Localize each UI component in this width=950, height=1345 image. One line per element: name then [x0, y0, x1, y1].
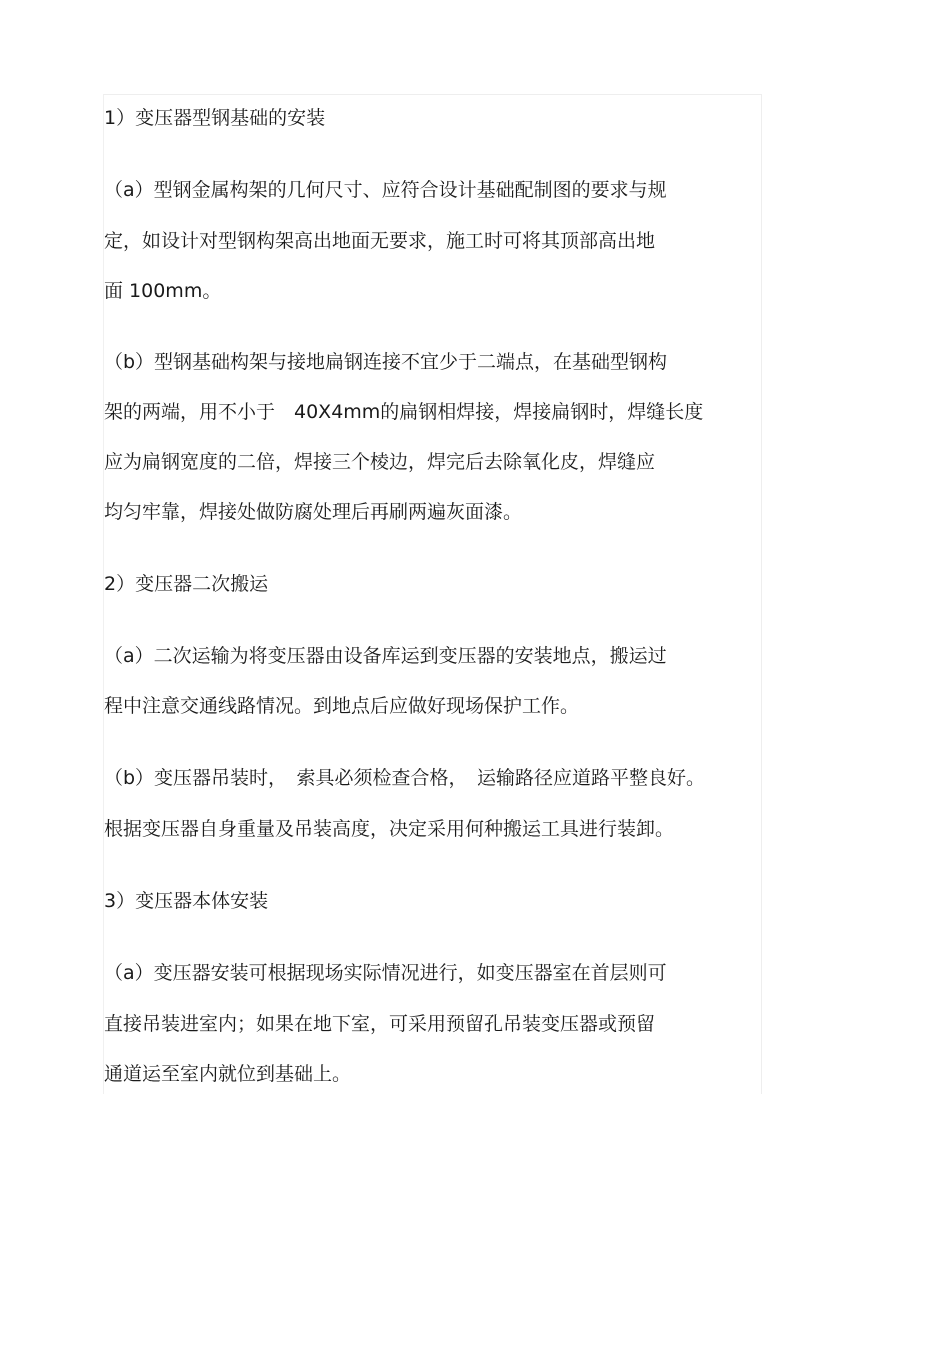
heading-body-install: 3）变压器本体安装 — [104, 890, 269, 912]
paragraph-line: （b）变压器吊装时， 索具必须检查合格， 运输路径应道路平整良好。 — [104, 767, 706, 789]
paragraph-line: 架的两端，用不小于 40X4mm的扁钢相焊接，焊接扁钢时，焊缝长度 — [104, 401, 704, 423]
paragraph-line: （b）型钢基础构架与接地扁钢连接不宜少于二端点，在基础型钢构 — [104, 351, 668, 373]
paragraph-line: 直接吊装进室内；如果在地下室，可采用预留孔吊装变压器或预留 — [104, 1013, 656, 1035]
paragraph-line: 根据变压器自身重量及吊装高度，决定采用何种搬运工具进行装卸。 — [104, 818, 675, 840]
paragraph-line: 通道运至室内就位到基础上。 — [104, 1063, 352, 1085]
heading-foundation-install: 1）变压器型钢基础的安装 — [104, 107, 326, 129]
paragraph-line: 定，如设计对型钢构架高出地面无要求，施工时可将其顶部高出地 — [104, 230, 656, 252]
paragraph-line: 面 100mm。 — [104, 280, 222, 302]
paragraph-line: 应为扁钢宽度的二倍，焊接三个棱边，焊完后去除氧化皮，焊缝应 — [104, 451, 656, 473]
paragraph-line: （a）变压器安装可根据现场实际情况进行，如变压器室在首层则可 — [104, 962, 667, 984]
paragraph-line: 均匀牢靠，焊接处做防腐处理后再刷两遍灰面漆。 — [104, 501, 523, 523]
paragraph-line: （a）二次运输为将变压器由设备库运到变压器的安装地点，搬运过 — [104, 645, 667, 667]
heading-secondary-transport: 2）变压器二次搬运 — [104, 573, 269, 595]
paragraph-line: （a）型钢金属构架的几何尺寸、应符合设计基础配制图的要求与规 — [104, 179, 667, 201]
paragraph-line: 程中注意交通线路情况。到地点后应做好现场保护工作。 — [104, 695, 580, 717]
